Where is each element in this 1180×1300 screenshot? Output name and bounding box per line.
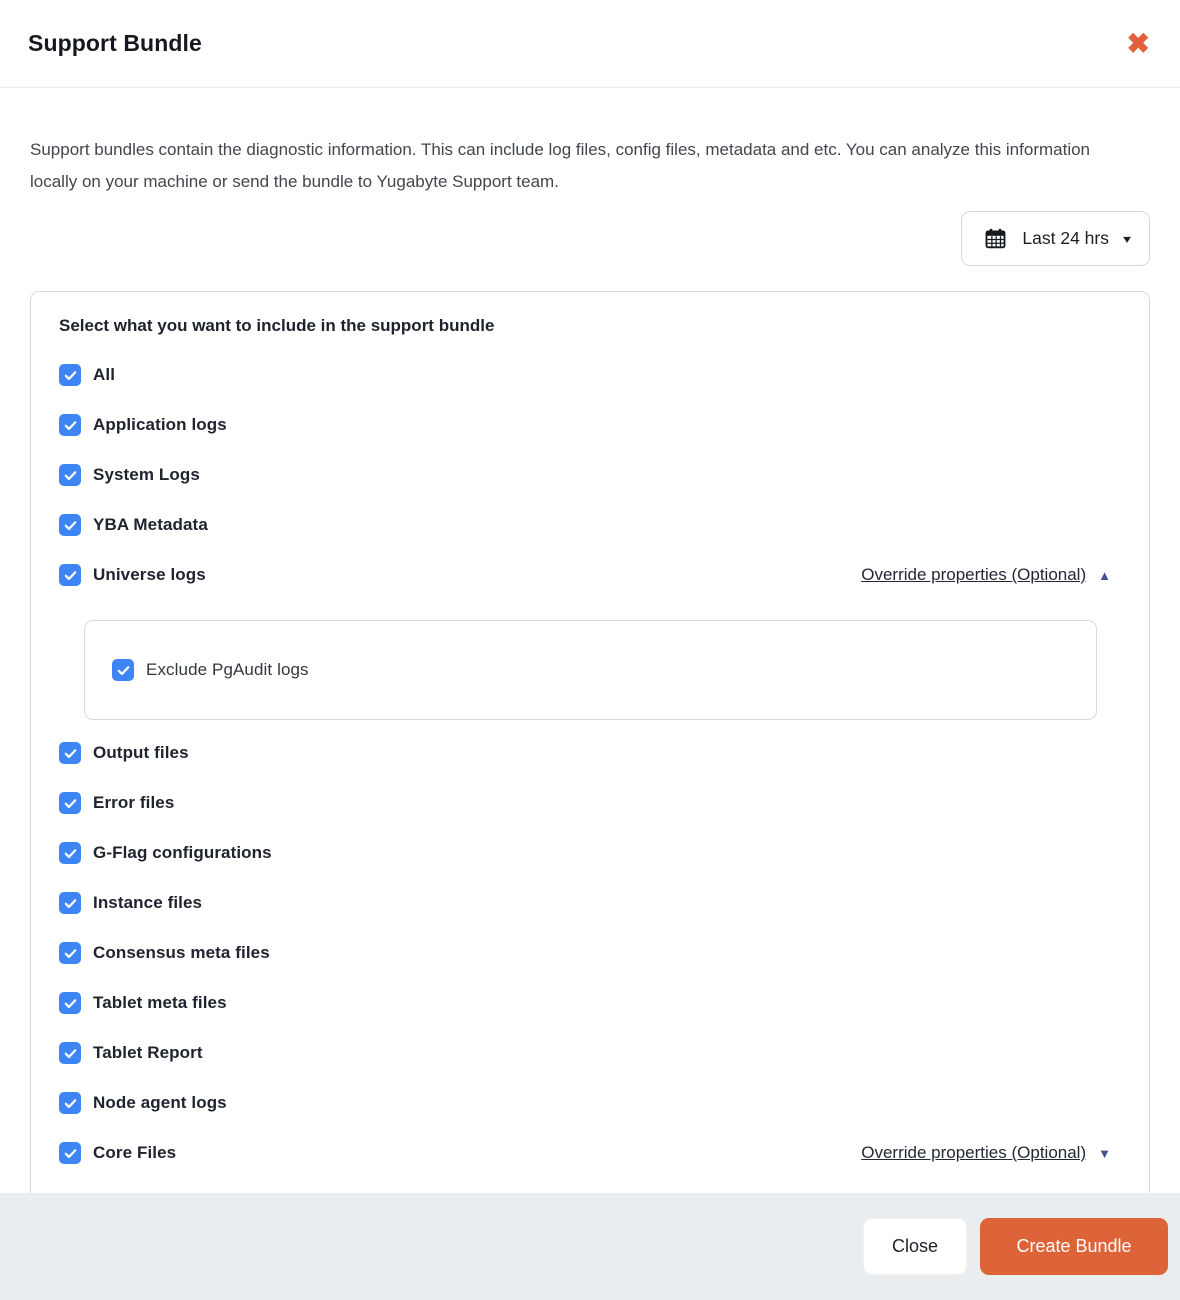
checkbox-item-row[interactable] [59,350,1121,400]
override-properties-link[interactable] [861,1143,1111,1163]
checkbox-item [59,564,206,586]
checkbox-system-logs[interactable] [59,464,81,486]
checkbox-label: Tablet Report [93,1043,203,1062]
checkbox-exclude-pgaudit-logs[interactable] [112,659,134,681]
checkbox-label: System Logs [93,465,200,484]
checkbox-label: Application logs [93,415,227,434]
override-properties-panel [84,620,1097,720]
checkbox-item [59,792,174,814]
checkbox-list [59,350,1121,1178]
checkbox-item [59,892,202,914]
checkbox-label: Tablet meta files [93,993,227,1012]
calendar-icon [984,227,1007,250]
checkbox-label: Output files [93,743,189,762]
checkbox-tablet-meta-files[interactable] [59,992,81,1014]
checkbox-label: G-Flag configurations [93,843,272,862]
checkbox-application-logs[interactable] [59,414,81,436]
checkbox-item-row[interactable] [59,828,1121,878]
modal-title: Support Bundle [28,30,202,56]
checkbox-item-row[interactable] [59,728,1121,778]
checkbox-g-flag-configurations[interactable] [59,842,81,864]
date-filter-row [30,211,1150,266]
checkbox-label: Node agent logs [93,1093,227,1112]
chevron-down-icon: ▾ [1123,231,1131,246]
checkbox-label: Core Files [93,1143,177,1162]
checkbox-item [59,364,115,386]
bundle-options-panel [30,291,1150,1259]
checkbox-label: Exclude PgAudit logs [146,660,309,679]
checkbox-item-row[interactable] [59,450,1121,500]
checkbox-core-files[interactable] [59,1142,81,1164]
checkbox-item-row[interactable] [59,550,1121,600]
checkbox-node-agent-logs[interactable] [59,1092,81,1114]
checkbox-item [59,464,200,486]
checkbox-item-row[interactable] [59,878,1121,928]
caret-up-icon: ▲ [1098,567,1111,583]
modal-body [0,134,1180,1259]
date-range-dropdown[interactable] [961,211,1150,266]
override-properties-label: Override properties (Optional) [861,1143,1087,1162]
modal-description: Support bundles contain the diagnostic information. This can include log files, config files, metadata and etc. You can analyze this information locally on your machine or send the bundle to Yugabyte Support team. [30,140,1091,191]
override-properties-link[interactable] [861,565,1111,585]
checkbox-output-files[interactable] [59,742,81,764]
modal-header [0,0,1180,88]
checkbox-item [59,992,227,1014]
modal-footer [0,1193,1180,1300]
checkbox-item [59,1092,227,1114]
checkbox-item [59,742,189,764]
checkbox-label: YBA Metadata [93,515,208,534]
checkbox-label: Universe logs [93,565,206,584]
checkbox-item-row[interactable] [59,1028,1121,1078]
date-range-label: Last 24 hrs [1022,228,1109,248]
checkbox-item-row[interactable] [59,400,1121,450]
checkbox-label: Error files [93,793,175,812]
checkbox-tablet-report[interactable] [59,1042,81,1064]
checkbox-universe-logs[interactable] [59,564,81,586]
panel-heading: Select what you want to include in the support bundle [59,316,495,335]
checkbox-item [59,842,272,864]
checkbox-item-row[interactable] [59,778,1121,828]
close-icon[interactable]: ✖ [1126,27,1150,59]
checkbox-item [112,659,309,681]
checkbox-label: Instance files [93,893,203,912]
checkbox-item [59,514,208,536]
close-button[interactable]: Close [863,1218,967,1275]
checkbox-label: All [93,365,116,384]
checkbox-item-row[interactable] [59,978,1121,1028]
create-bundle-button[interactable]: Create Bundle [980,1218,1168,1275]
checkbox-item-row[interactable] [59,928,1121,978]
checkbox-item-row[interactable] [59,500,1121,550]
caret-down-icon: ▼ [1098,1145,1111,1161]
override-properties-label: Override properties (Optional) [861,565,1087,584]
checkbox-item [59,1042,203,1064]
checkbox-label: Consensus meta files [93,943,270,962]
checkbox-item [59,414,227,436]
checkbox-error-files[interactable] [59,792,81,814]
checkbox-item [59,942,270,964]
checkbox-item [59,1142,176,1164]
checkbox-instance-files[interactable] [59,892,81,914]
checkbox-consensus-meta-files[interactable] [59,942,81,964]
checkbox-item-row[interactable] [59,1078,1121,1128]
checkbox-item-row[interactable] [59,1128,1121,1178]
checkbox-yba-metadata[interactable] [59,514,81,536]
checkbox-all[interactable] [59,364,81,386]
